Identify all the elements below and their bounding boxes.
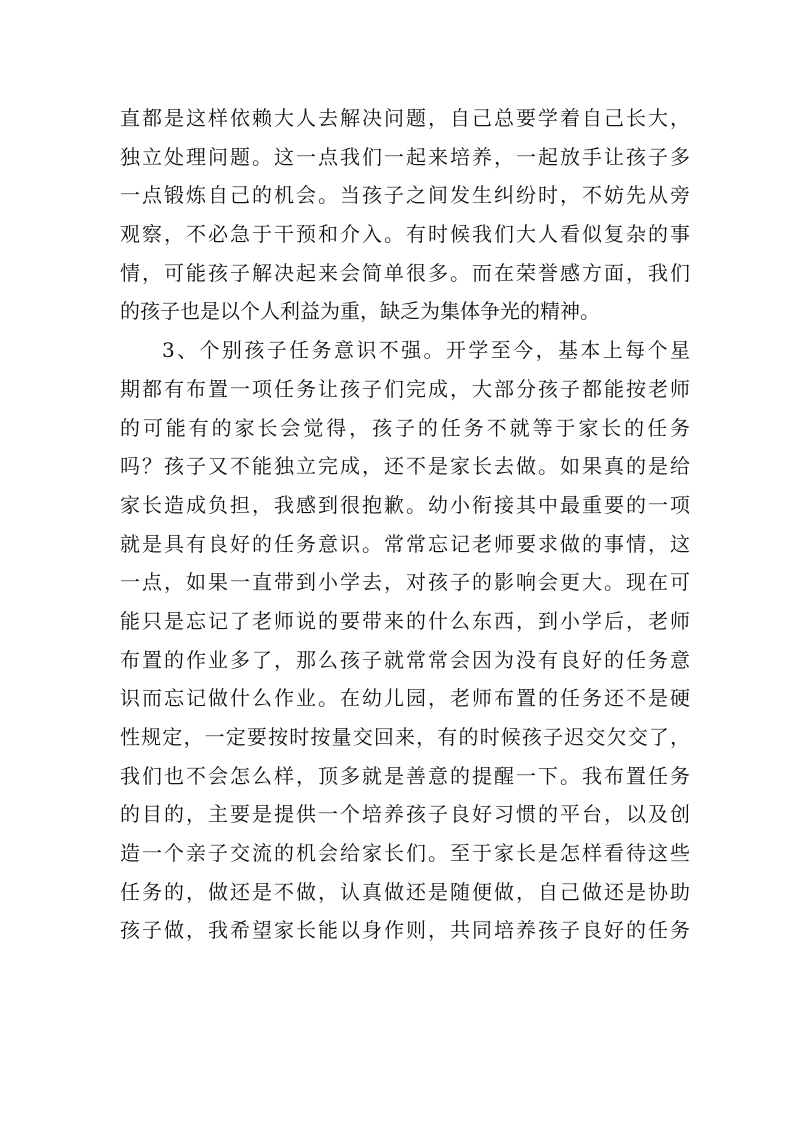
text-line: 就是具有良好的任务意识。常常忘记老师要求做的事情，这 — [120, 531, 690, 556]
text-line: 性规定，一定要按时按量交回来，有的时候孩子迟交欠交了， — [120, 725, 690, 749]
body-text — [120, 99, 690, 950]
text-line: 孩子做，我希望家长能以身作则，共同培养孩子良好的任务 — [120, 918, 690, 943]
text-line: 的目的，主要是提供一个培养孩子良好习惯的平台，以及创 — [120, 802, 690, 827]
text-line: 我们也不会怎么样，顶多就是善意的提醒一下。我布置任务 — [120, 763, 690, 788]
text-line: 识而忘记做什么作业。在幼儿园，老师布置的任务还不是硬 — [120, 686, 690, 711]
text-line: 布置的作业多了，那么孩子就常常会因为没有良好的任务意 — [120, 647, 690, 672]
text-line: 情，可能孩子解决起来会简单很多。而在荣誉感方面，我们 — [120, 260, 690, 285]
text-line: 的可能有的家长会觉得，孩子的任务不就等于家长的任务 — [120, 415, 690, 440]
text-line: 家长造成负担，我感到很抱歉。幼小衔接其中最重要的一项 — [120, 492, 690, 517]
paragraph-end-line: 的孩子也是以个人利益为重，缺乏为集体争光的精神。 — [120, 299, 600, 324]
text-line: 吗？孩子又不能独立完成，还不是家长去做。如果真的是给 — [120, 454, 690, 479]
text-line: 任务的，做还是不做，认真做还是随便做，自己做还是协助 — [120, 879, 690, 904]
text-line: 造一个亲子交流的机会给家长们。至于家长是怎样看待这些 — [120, 841, 690, 866]
text-line: 期都有布置一项任务让孩子们完成，大部分孩子都能按老师 — [120, 376, 690, 401]
text-line: 独立处理问题。这一点我们一起来培养，一起放手让孩子多 — [120, 144, 690, 169]
text-line: 能只是忘记了老师说的要带来的什么东西，到小学后，老师 — [120, 608, 690, 633]
text-line: 一点，如果一直带到小学去，对孩子的影响会更大。现在可 — [120, 570, 690, 595]
text-line: 直都是这样依赖大人去解决问题，自己总要学着自己长大， — [120, 106, 690, 130]
text-line: 观察，不必急于干预和介入。有时候我们大人看似复杂的事 — [120, 222, 690, 247]
paragraph-start-line: 3、个别孩子任务意识不强。开学至今，基本上每个星 — [162, 338, 690, 363]
text-line: 一点锻炼自己的机会。当孩子之间发生纠纷时，不妨先从旁 — [120, 183, 690, 208]
